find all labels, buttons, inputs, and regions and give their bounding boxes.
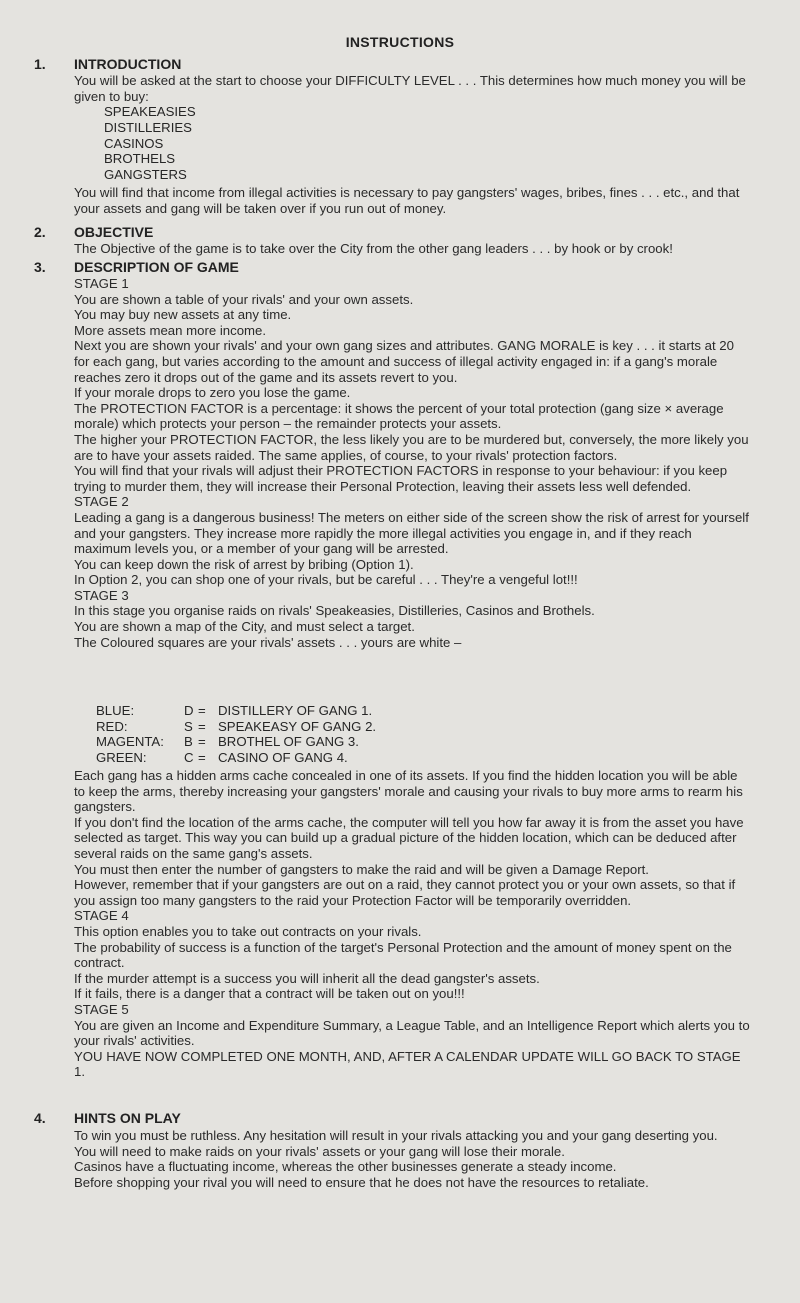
- paragraph: In this stage you organise raids on rivals' Speakeasies, Distilleries, Casinos and Brothels.: [74, 603, 595, 619]
- page-title: INSTRUCTIONS: [345, 34, 455, 50]
- paragraph: If your morale drops to zero you lose the game.: [74, 385, 351, 401]
- section-heading-hints: [34, 1110, 181, 1126]
- section-number: 3.: [34, 259, 46, 275]
- paragraph: Before shopping your rival you will need to ensure that he does not have the resources to retaliate.: [74, 1174, 649, 1190]
- objective-text: [74, 241, 750, 257]
- description-stage1: [74, 276, 750, 650]
- section-heading-objective: [34, 224, 153, 240]
- paragraph: However, remember that if your gangsters are out on a raid, they cannot protect you or your own assets, so that if you assign too many gangsters to the raid your Protection Factor will be temporarily overridden.: [74, 877, 736, 908]
- asset-list: [104, 104, 196, 183]
- key-letter: D: [184, 703, 194, 718]
- key-meaning: SPEAKEASY OF GANG 2.: [218, 718, 377, 734]
- paragraph: You can keep down the risk of arrest by bribing (Option 1).: [74, 556, 414, 572]
- list-item: CASINOS: [104, 135, 164, 151]
- key-row: [96, 719, 376, 735]
- key-row: [96, 734, 376, 750]
- paragraph: You will find that income from illegal activities is necessary to pay gangsters' wages, bribes, fines . . . etc., and that your assets and gang will be taken over if you run out of money.: [74, 185, 740, 216]
- paragraph: The PROTECTION FACTOR is a percentage: it shows the percent of your total protection (gang size × average morale) which protects your person – the remainder protects your assets.: [74, 400, 724, 432]
- key-color: RED:: [96, 718, 128, 734]
- paragraph: Each gang has a hidden arms cache concealed in one of its assets. If you find the hidden location you will be able to keep the arms, thereby increasing your gangsters' morale and causing your rivals to buy more arms to rearm his gangsters.: [74, 768, 743, 815]
- description-stage3-cont: [74, 768, 750, 1080]
- section-heading-introduction: [34, 56, 181, 72]
- paragraph: You will find that your rivals will adjust their PROTECTION FACTORS in response to your behaviour: if you keep trying to murder them, they will increase their Personal Protection, leaving their assets less well defended.: [74, 463, 728, 494]
- paragraph: In Option 2, you can shop one of your rivals, but be careful . . . They're a vengeful lot!!!: [74, 572, 578, 588]
- section-title: INTRODUCTION: [74, 56, 182, 72]
- stage-heading: STAGE 4: [74, 908, 129, 924]
- section-title: HINTS ON PLAY: [74, 1110, 181, 1126]
- paragraph: This option enables you to take out contracts on your rivals.: [74, 923, 422, 939]
- paragraph: If it fails, there is a danger that a contract will be taken out on you!!!: [74, 986, 465, 1002]
- key-equals: =: [198, 734, 206, 750]
- list-item: GANGSTERS: [104, 167, 187, 183]
- key-equals: =: [198, 749, 206, 765]
- paragraph: If you don't find the location of the arms cache, the computer will tell you how far away it is from the asset you have selected as target. This way you can build up a gradual picture of the hidden location, which can be deduced after several raids on the same gang's assets.: [74, 814, 744, 861]
- section-number: 4.: [34, 1110, 46, 1126]
- key-equals: =: [198, 718, 206, 734]
- paragraph: The Objective of the game is to take over the City from the other gang leaders . . . by hook or by crook!: [74, 241, 673, 256]
- section-title: OBJECTIVE: [74, 224, 154, 240]
- list-item: SPEAKEASIES: [104, 104, 196, 119]
- key-meaning: BROTHEL OF GANG 3.: [218, 734, 359, 750]
- paragraph: You may buy new assets at any time.: [74, 307, 292, 323]
- list-item: DISTILLERIES: [104, 119, 192, 135]
- key-row: [96, 703, 376, 719]
- paragraph: You are shown a map of the City, and must select a target.: [74, 619, 415, 635]
- section-title: DESCRIPTION OF GAME: [74, 259, 239, 275]
- stage-heading: STAGE 2: [74, 494, 129, 510]
- stage-heading: STAGE 3: [74, 587, 129, 603]
- introduction-text-2: [74, 185, 750, 216]
- paragraph: YOU HAVE NOW COMPLETED ONE MONTH, AND, AFTER A CALENDAR UPDATE WILL GO BACK TO STAGE 1.: [74, 1048, 741, 1080]
- key-equals: =: [198, 703, 206, 718]
- paragraph: The higher your PROTECTION FACTOR, the less likely you are to be murdered but, conversely, the more likely you are to have your assets raided. The same applies, of course, to your rivals' protection factors.: [74, 431, 749, 463]
- paragraph: More assets mean more income.: [74, 322, 267, 338]
- paragraph: You are shown a table of your rivals' and your own assets.: [74, 291, 414, 307]
- paragraph: If the murder attempt is a success you will inherit all the dead gangster's assets.: [74, 970, 540, 986]
- paragraph: Next you are shown your rivals' and your own gang sizes and attributes. GANG MORALE is key . . . it starts at 20 for each gang, but varies according to the amount and success of illegal activity engaged in: if a gang's morale reaches zero it drops out of the game and its assets revert to you.: [74, 338, 734, 385]
- map-color-key: [96, 703, 376, 765]
- list-item: BROTHELS: [104, 151, 176, 167]
- key-row: [96, 750, 376, 766]
- stage-heading: STAGE 5: [74, 1001, 129, 1017]
- introduction-text: [74, 73, 750, 104]
- paragraph: The probability of success is a function of the target's Personal Protection and the amount of money spent on the contract.: [74, 939, 732, 971]
- paragraph: You will need to make raids on your rivals' assets or your gang will lose their morale.: [74, 1143, 565, 1159]
- key-color: MAGENTA:: [96, 734, 164, 750]
- paragraph: You will be asked at the start to choose your DIFFICULTY LEVEL . . . This determines how much money you will be given to buy:: [74, 73, 746, 104]
- paragraph: You must then enter the number of gangsters to make the raid and will be given a Damage Report.: [74, 861, 649, 877]
- paragraph: To win you must be ruthless. Any hesitation will result in your rivals attacking you and your gang deserting you.: [74, 1128, 718, 1143]
- hints-text: [74, 1128, 750, 1190]
- key-color: BLUE:: [96, 703, 135, 718]
- stage-heading: STAGE 1: [74, 276, 129, 291]
- section-number: 2.: [34, 224, 46, 240]
- key-letter: S: [184, 718, 193, 734]
- key-letter: B: [184, 734, 193, 750]
- paragraph: The Coloured squares are your rivals' assets . . . yours are white –: [74, 634, 462, 650]
- section-heading-description: [34, 259, 239, 275]
- paragraph: Leading a gang is a dangerous business! The meters on either side of the screen show the risk of arrest for yourself and your gangsters. They increase more rapidly the more illegal activities you engage in, and if they reach maximum levels you, or a member of your gang will be arrested.: [74, 509, 749, 557]
- key-meaning: DISTILLERY OF GANG 1.: [218, 703, 373, 718]
- key-letter: C: [184, 749, 194, 765]
- section-number: 1.: [34, 56, 46, 72]
- paragraph: Casinos have a fluctuating income, whereas the other businesses generate a steady income.: [74, 1159, 617, 1175]
- key-color: GREEN:: [96, 749, 147, 765]
- key-meaning: CASINO OF GANG 4.: [218, 749, 348, 765]
- paragraph: You are given an Income and Expenditure Summary, a League Table, and an Intelligence Report which alerts you to your rivals' activities.: [74, 1017, 750, 1049]
